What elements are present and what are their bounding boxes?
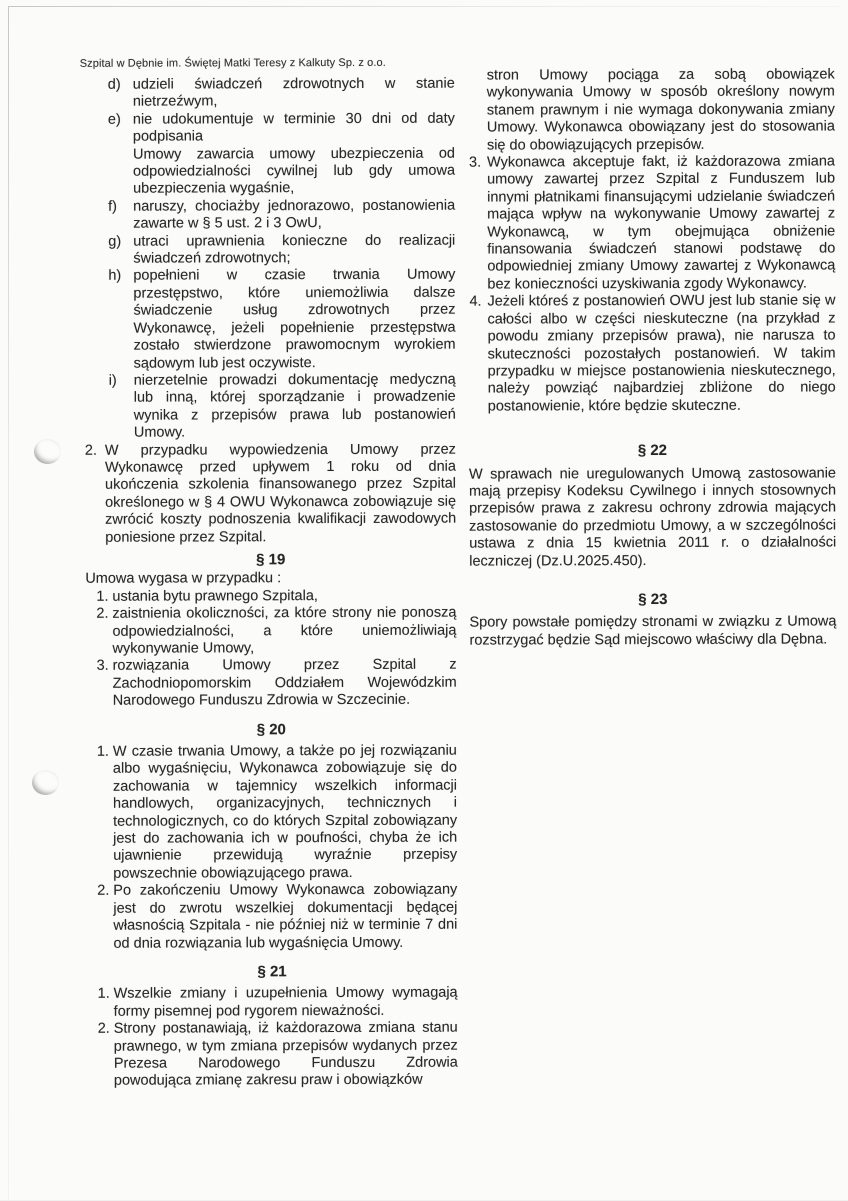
list-item-text: Jeżeli któreś z postanowień OWU jest lub stanie się w całości albo w części nieskuteczne (na przykład z powodu zmiany przepisów prawa), nie narusza to skuteczności pozostałych postanowień. W takim przypadku w miejsce postanowienia nieskutecznego, należy powziąć najbardziej zbliżone do niego postanowienie, które będzie skuteczne. — [487, 292, 836, 415]
right-column — [468, 66, 837, 649]
list-marker: h) — [108, 268, 122, 285]
list-item-text: Strony postanawiają, iż każdorazowa zmiana stanu prawnego, w tym zmiana przepisów wydanych przez Prezesa Narodowego Funduszu Zdrowia powodująca zmianę zakresu praw i obowiązków — [113, 1019, 458, 1090]
list-item — [468, 293, 835, 416]
section-heading-23: § 23 — [638, 590, 668, 609]
list-item — [87, 985, 458, 1021]
document-header: Szpital w Dębnie im. Świętej Matki Teresy z Kalkuty Sp. z o.o. — [79, 56, 386, 70]
list-marker: 2. — [97, 1020, 110, 1037]
section-19-intro: Umowa wygasa w przypadku : — [85, 570, 282, 588]
list-item-text: utraci uprawnienia konieczne do realizacji świadczeń zdrowotnych; — [133, 232, 456, 267]
list-marker: 3. — [96, 658, 109, 675]
list-item-d — [84, 76, 455, 112]
list-item-text: nie udokumentuje w terminie 30 dni od daty podpisania — [132, 110, 455, 145]
list-item-text: nierzetelnie prowadzi dokumentację medyczną lub inną, której sporządzanie i prowadzenie wynika z przepisów prawa lub postanowień Umowy. — [133, 371, 456, 441]
list-marker: d) — [107, 76, 121, 93]
list-item-g — [84, 232, 455, 268]
list-item-f — [84, 197, 455, 233]
list-item-text: Po zakończeniu Umowy Wykonawca zobowiązany jest do zwrotu wszelkiej dokumentacji będącej własnością Szpitala - nie później niż w terminie 7 dni od dnia rozwiązania lub wygaśnięcia Umowy. — [113, 881, 458, 952]
list-item-h — [84, 267, 455, 373]
list-marker: 1. — [96, 743, 109, 760]
list-item-text: zaistnienia okoliczności, za które strony nie ponoszą odpowiedzialności, a które uniemożliwiają wykonywanie Umowy, — [112, 604, 457, 657]
list-item-text: naruszy, chociażby jednorazowo, postanowienia zawarte w § 5 ust. 2 i 3 OwU, — [133, 197, 456, 232]
list-item-text: rozwiązania Umowy przez Szpital z Zachodniopomorskim Oddziałem Wojewódzkim Narodowego Funduszu Zdrowia w Szczecinie. — [112, 657, 457, 709]
list-item — [86, 657, 457, 710]
section-heading-20: § 20 — [256, 720, 286, 738]
section-heading-22: § 22 — [637, 442, 668, 460]
list-marker: 4. — [469, 293, 482, 310]
list-item — [468, 153, 835, 293]
list-marker: 1. — [97, 986, 110, 1003]
list-item — [86, 882, 457, 953]
list-item — [85, 605, 456, 658]
list-item — [85, 587, 456, 606]
list-item — [86, 743, 457, 883]
list-marker: 1. — [96, 588, 109, 605]
list-item-text: W czasie trwania Umowy, a także po jej rozwiązaniu albo wygaśnięciu, Wykonawca zobowiązuje się do zachowania w tajemnicy wszelkich informacji handlowych, organizacyjnych, technicznych i technologicznych, co do których Szpital zobowiązany jest do zachowania ich w poufności, chyba że ich ujawnienie przewidują wyraźnie przepisy powszechnie obowiązującego prawa. — [112, 742, 458, 882]
list-marker: e) — [107, 111, 121, 128]
list-marker: 2. — [84, 442, 98, 459]
list-marker: 3. — [468, 154, 482, 171]
section-heading-19: § 19 — [256, 551, 286, 569]
list-marker: 2. — [96, 605, 109, 622]
list-item — [87, 1020, 458, 1091]
list-marker: 2. — [97, 883, 110, 900]
list-marker: g) — [108, 233, 122, 250]
section-22-paragraph: W sprawach nie uregulowanych Umową zastosowanie mają przepisy Kodeksu Cywilnego i innych stosownych przepisów prawa z zakresu ochrony zdrowia mających zastosowanie do przedmiotu Umowy, a w szczególności ustawa z dnia 15 kwietnia 2011 r. o działalności leczniczej (Dz.U.2025.450). — [468, 464, 837, 570]
list-item-i — [85, 372, 456, 443]
section-23-paragraph: Spory powstałe pomiędzy stronami w związku z Umową rozstrzygać będzie Sąd miejscowo właściwy dla Dębna. — [469, 613, 837, 649]
list-item-2 — [85, 441, 456, 547]
list-item-text: popełnieni w czasie trwania Umowy przestępstwo, które uniemożliwia dalsze świadczenie usług zdrowotnych przez Wykonawcę, jeżeli popełnienie przestępstwa zostało stwierdzone prawomocnym wyrokiem sądowym lub jest oczywiste. — [133, 267, 456, 372]
list-item-text: ustania bytu prawnego Szpitala, — [112, 587, 318, 605]
section-heading-21: § 21 — [257, 963, 287, 981]
list-item-text: W przypadku wypowiedzenia Umowy przez Wykonawcę przed upływem 1 roku od dnia ukończenia szkolenia finansowanego przez Szpital określonego w § 4 OWU Wykonawca zobowiązuje się zwrócić koszty podnoszenia kwalifikacji zawodowych poniesione przez Szpital. — [104, 441, 457, 546]
list-item-e — [84, 110, 455, 198]
list-item-subtext: Umowy zawarcia umowy ubezpieczenia od odpowiedzialności cywilnej lub gdy umowa ubezpieczenia wygaśnie, — [132, 145, 456, 198]
list-marker: i) — [108, 372, 117, 389]
list-marker: f) — [108, 198, 118, 215]
list-item-text: Wszelkie zmiany i uzupełnienia Umowy wymagają formy pisemnej pod rygorem nieważności. — [113, 984, 458, 1020]
list-item-text: udzieli świadczeń zdrowotnych w stanie nietrzeźwym, — [132, 75, 455, 111]
paragraph-continuation: stron Umowy pociąga za sobą obowiązek wykonywania Umowy w sposób określony nowym stanem prawnym i nie wymaga dokonywania zmiany Umowy. Wykonawca obowiązany jest do stosowania się do obowiązujących przepisów. — [486, 66, 835, 154]
left-column — [84, 76, 458, 1091]
list-item-text: Wykonawca akceptuje fakt, iż każdorazowa zmiana umowy zawartej przez Szpital z Funduszem lub innymi płatnikami finansującymi udzielanie świadczeń mająca wpływ na wykonywanie Umowy zawartej z Wykonawcą, w tym obejmująca obniżenie finansowania świadczeń stanowi podstawę do odpowiedniej zmiany Umowy zawartej z Wykonawcą bez konieczności uzyskiwania zgody Wykonawcy. — [486, 153, 836, 293]
